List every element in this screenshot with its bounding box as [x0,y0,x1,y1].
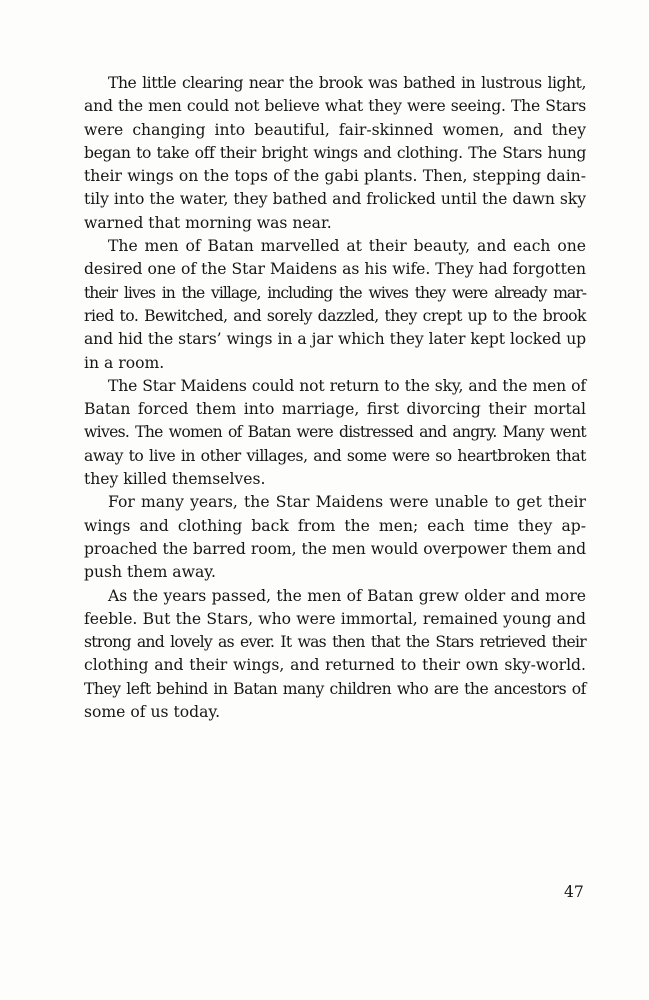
text-line: and the men could not believe what they were seeing. The Stars [84,97,586,116]
text-line: The men of Batan marvelled at their beauty, and each one [108,237,586,256]
text-line: ried to. Bewitched, and sorely dazzled, they crept up to the brook [84,306,586,325]
text-line: desired one of the Star Maidens as his wife. They had forgotten [84,260,586,279]
text-line: their wings on the tops of the gabi plants. Then, stepping dain- [84,167,586,186]
text-line: some of us today. [84,703,221,722]
text-line: Batan forced them into marriage, first divorcing their mortal [84,400,586,419]
text-line: As the years passed, the men of Batan grew older and more [108,586,586,605]
text-line: feeble. But the Stars, who were immortal, remained young and [84,609,586,628]
text-line: push them away. [84,563,216,582]
paragraph-4 [84,491,586,584]
text-line: The Star Maidens could not return to the sky, and the men of [108,376,586,395]
text-line: wives. The women of Batan were distressed and angry. Many went [84,423,586,442]
story-text [84,72,586,724]
text-line: were changing into beautiful, fair-skinned women, and they [84,120,586,139]
text-line: proached the barred room, the men would overpower them and [84,539,586,558]
text-line: The little clearing near the brook was bathed in lustrous light, [108,74,586,92]
text-line: away to live in other villages, and some were so heartbroken that [84,446,586,465]
text-line: They left behind in Batan many children who are the ancestors of [84,679,586,698]
text-line: tily into the water, they bathed and frolicked until the dawn sky [84,190,586,209]
text-line: in a room. [84,353,165,372]
text-line: they killed themselves. [84,470,266,489]
text-line: clothing and their wings, and returned to their own sky-world. [84,656,586,675]
paragraph-1 [84,72,586,235]
text-line: strong and lovely as ever. It was then that the Stars retrieved their [84,633,586,652]
paragraph-2 [84,235,586,375]
page-number: 47 [564,883,584,901]
text-line: warned that morning was near. [84,213,332,232]
paragraph-5 [84,585,586,725]
paragraph-3 [84,375,586,491]
text-line: their lives in the village, including the wives they were already mar- [84,283,586,302]
text-line: wings and clothing back from the men; each time they ap- [84,516,586,535]
text-line: For many years, the Star Maidens were unable to get their [108,493,586,512]
text-line: and hid the stars’ wings in a jar which they later kept locked up [84,330,586,349]
text-line: began to take off their bright wings and clothing. The Stars hung [84,143,586,162]
